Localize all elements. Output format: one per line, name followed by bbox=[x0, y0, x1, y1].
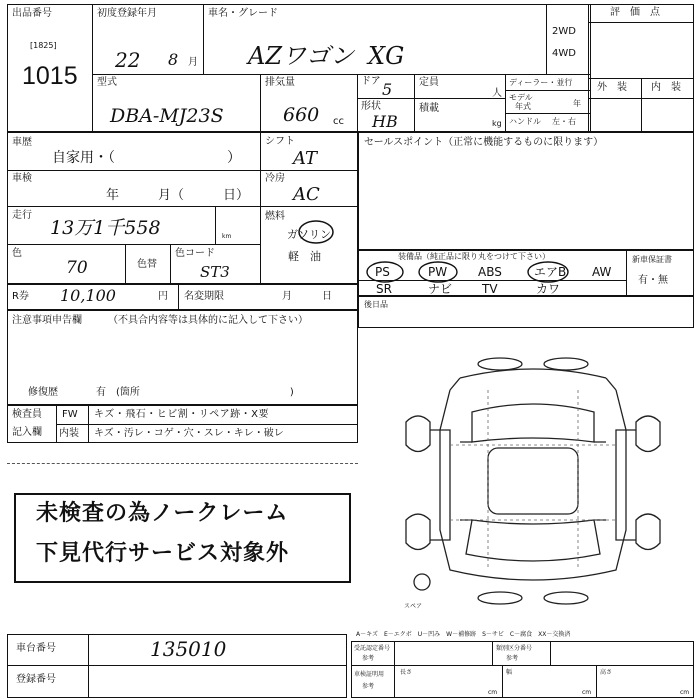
color-change-label: 色替 bbox=[137, 259, 157, 270]
repair-value: 有 (箇所 ) bbox=[96, 387, 294, 398]
inspection-label: 車検 bbox=[12, 173, 32, 184]
capacity-label: 定員 bbox=[419, 77, 439, 88]
name-change-label: 名変期限 bbox=[184, 291, 224, 302]
mileage-value: 13万1千558 bbox=[50, 217, 161, 239]
interior-check-text: キズ・汚レ・コゲ・穴・スレ・キレ・破レ bbox=[94, 428, 284, 439]
color-code-value: ST3 bbox=[200, 263, 230, 281]
registration-label: 登録番号 bbox=[16, 674, 56, 685]
length-cm: cm bbox=[488, 689, 498, 696]
first-reg-month: 8 bbox=[168, 50, 179, 69]
damage-legend: A－キズ E－エクボ U－凹み W－補修跡 S－サビ C－腐食 XX－交換済 bbox=[356, 631, 571, 638]
equip-abs: ABS bbox=[478, 265, 502, 279]
later-items-box bbox=[358, 296, 694, 328]
km-unit: km bbox=[222, 233, 232, 240]
cc-unit: cc bbox=[333, 116, 344, 127]
chassis-label: 車台番号 bbox=[16, 643, 56, 654]
vin-sub: 参考 bbox=[362, 683, 375, 690]
name-change-value: 月 日 bbox=[282, 291, 332, 302]
car-condition-diagram bbox=[400, 350, 666, 612]
exterior-label: 外 装 bbox=[597, 82, 627, 93]
shift-value: AT bbox=[293, 148, 318, 169]
lot-label: 出品番号 bbox=[12, 8, 52, 19]
shift-label: シフト bbox=[265, 136, 295, 147]
fw-label: FW bbox=[62, 409, 78, 420]
notes-sub: （不具合内容等は具体的に記入して下さい） bbox=[108, 315, 308, 326]
color-value: 70 bbox=[66, 258, 88, 278]
fuel-gasoline: ガソリン bbox=[287, 228, 331, 241]
class-sub: 参考 bbox=[506, 655, 519, 662]
equipment-label: 装備品（純正品に限り丸をつけて下さい） bbox=[398, 252, 550, 261]
drive-2wd: 2WD bbox=[552, 26, 576, 37]
displacement-value: 660 bbox=[283, 104, 320, 126]
lot-code: [1825] bbox=[30, 41, 57, 50]
door-label: ドア bbox=[361, 76, 381, 87]
equip-leather: カワ bbox=[536, 282, 561, 296]
door-value: 5 bbox=[382, 80, 393, 99]
load-label: 積載 bbox=[419, 103, 439, 114]
banner-line-1: 未検査の為ノークレーム bbox=[36, 501, 289, 526]
dealer-label: ディーラー・並行 bbox=[509, 78, 573, 87]
fuel-label: 燃料 bbox=[265, 211, 285, 222]
history-value: 自家用・（ ） bbox=[52, 150, 241, 166]
mileage-label: 走行 bbox=[12, 210, 32, 221]
person-unit: 人 bbox=[492, 88, 502, 99]
inspector-label-1: 検査員 bbox=[12, 409, 42, 420]
first-reg-label: 初度登録年月 bbox=[97, 8, 157, 19]
color-label: 色 bbox=[12, 248, 22, 259]
ac-value: AC bbox=[293, 184, 320, 205]
interior-check-label: 内装 bbox=[59, 428, 79, 439]
month-unit: 月 bbox=[188, 57, 198, 68]
notes-label: 注意事項申告欄 bbox=[12, 315, 82, 326]
car-name-label: 車名・グレード bbox=[208, 8, 278, 19]
equip-pw: PW bbox=[428, 265, 448, 279]
fw-text: キズ・飛石・ヒビ割・リペア跡・X要 bbox=[94, 409, 269, 420]
car-name-value: AZワゴン bbox=[248, 42, 355, 70]
equip-aw: AW bbox=[592, 265, 612, 279]
cert-sub: 参考 bbox=[362, 655, 375, 662]
year-unit: 年 bbox=[573, 99, 581, 108]
selling-points-label: セールスポイント（正常に機能するものに限ります） bbox=[364, 137, 604, 148]
gasoline-circle-mark bbox=[296, 219, 336, 245]
model-value: DBA-MJ23S bbox=[110, 105, 224, 127]
dashed-divider bbox=[7, 463, 358, 464]
recycle-label: R券 bbox=[12, 291, 29, 302]
vin-label: 車検証明用 bbox=[354, 671, 385, 678]
equipment-circle-marks bbox=[360, 259, 570, 285]
displacement-label: 排気量 bbox=[265, 77, 295, 88]
inspection-value: 年 月（ 日） bbox=[106, 188, 250, 203]
selling-points-box bbox=[358, 132, 694, 250]
repair-label: 修復歴 bbox=[28, 387, 58, 398]
ac-label: 冷房 bbox=[265, 173, 285, 184]
kg-unit: kg bbox=[492, 119, 502, 128]
recycle-value: 10,100 bbox=[60, 286, 116, 305]
handle-label: ハンドル bbox=[509, 117, 541, 126]
first-reg-year: 22 bbox=[115, 48, 141, 72]
height-cm: cm bbox=[680, 689, 690, 696]
chassis-value: 135010 bbox=[150, 637, 227, 661]
model-year-sub: 年式 bbox=[515, 102, 531, 111]
equip-ps: PS bbox=[375, 265, 390, 279]
inspector-label-2: 記入欄 bbox=[12, 427, 42, 438]
warranty-value: 有・無 bbox=[638, 275, 668, 286]
length-label: 長さ bbox=[400, 669, 413, 676]
grade-value: XG bbox=[368, 42, 405, 70]
shape-value: HB bbox=[372, 112, 398, 131]
yen-unit: 円 bbox=[158, 291, 168, 302]
rating-label: 評 価 点 bbox=[610, 7, 660, 18]
height-label: 高さ bbox=[600, 669, 613, 676]
lot-number: 1015 bbox=[22, 62, 78, 90]
handle-options: 左・右 bbox=[552, 117, 576, 126]
equip-navi: ナビ bbox=[428, 282, 453, 296]
equip-airbag: エアB bbox=[534, 265, 567, 279]
warranty-label: 新車保証書 bbox=[632, 255, 672, 264]
fuel-diesel: 軽 油 bbox=[288, 250, 321, 263]
cert-label: 受託認定番号 bbox=[354, 645, 391, 652]
history-label: 車歴 bbox=[12, 137, 32, 148]
class-label: 類別区分番号 bbox=[496, 645, 533, 652]
banner-line-2: 下見代行サービス対象外 bbox=[36, 541, 290, 566]
interior-label: 内 装 bbox=[651, 82, 681, 93]
later-items-label: 後日品 bbox=[364, 300, 388, 309]
width-label: 幅 bbox=[506, 669, 513, 676]
model-year-label: モデル bbox=[509, 93, 533, 102]
width-cm: cm bbox=[582, 689, 592, 696]
shape-label: 形状 bbox=[361, 101, 381, 112]
equip-tv: TV bbox=[482, 282, 498, 296]
drive-4wd: 4WD bbox=[552, 48, 576, 59]
color-code-label: 色コード bbox=[175, 248, 215, 259]
model-label: 型式 bbox=[97, 77, 117, 88]
equip-sr: SR bbox=[376, 282, 392, 296]
spare-label: スペア bbox=[404, 603, 423, 610]
